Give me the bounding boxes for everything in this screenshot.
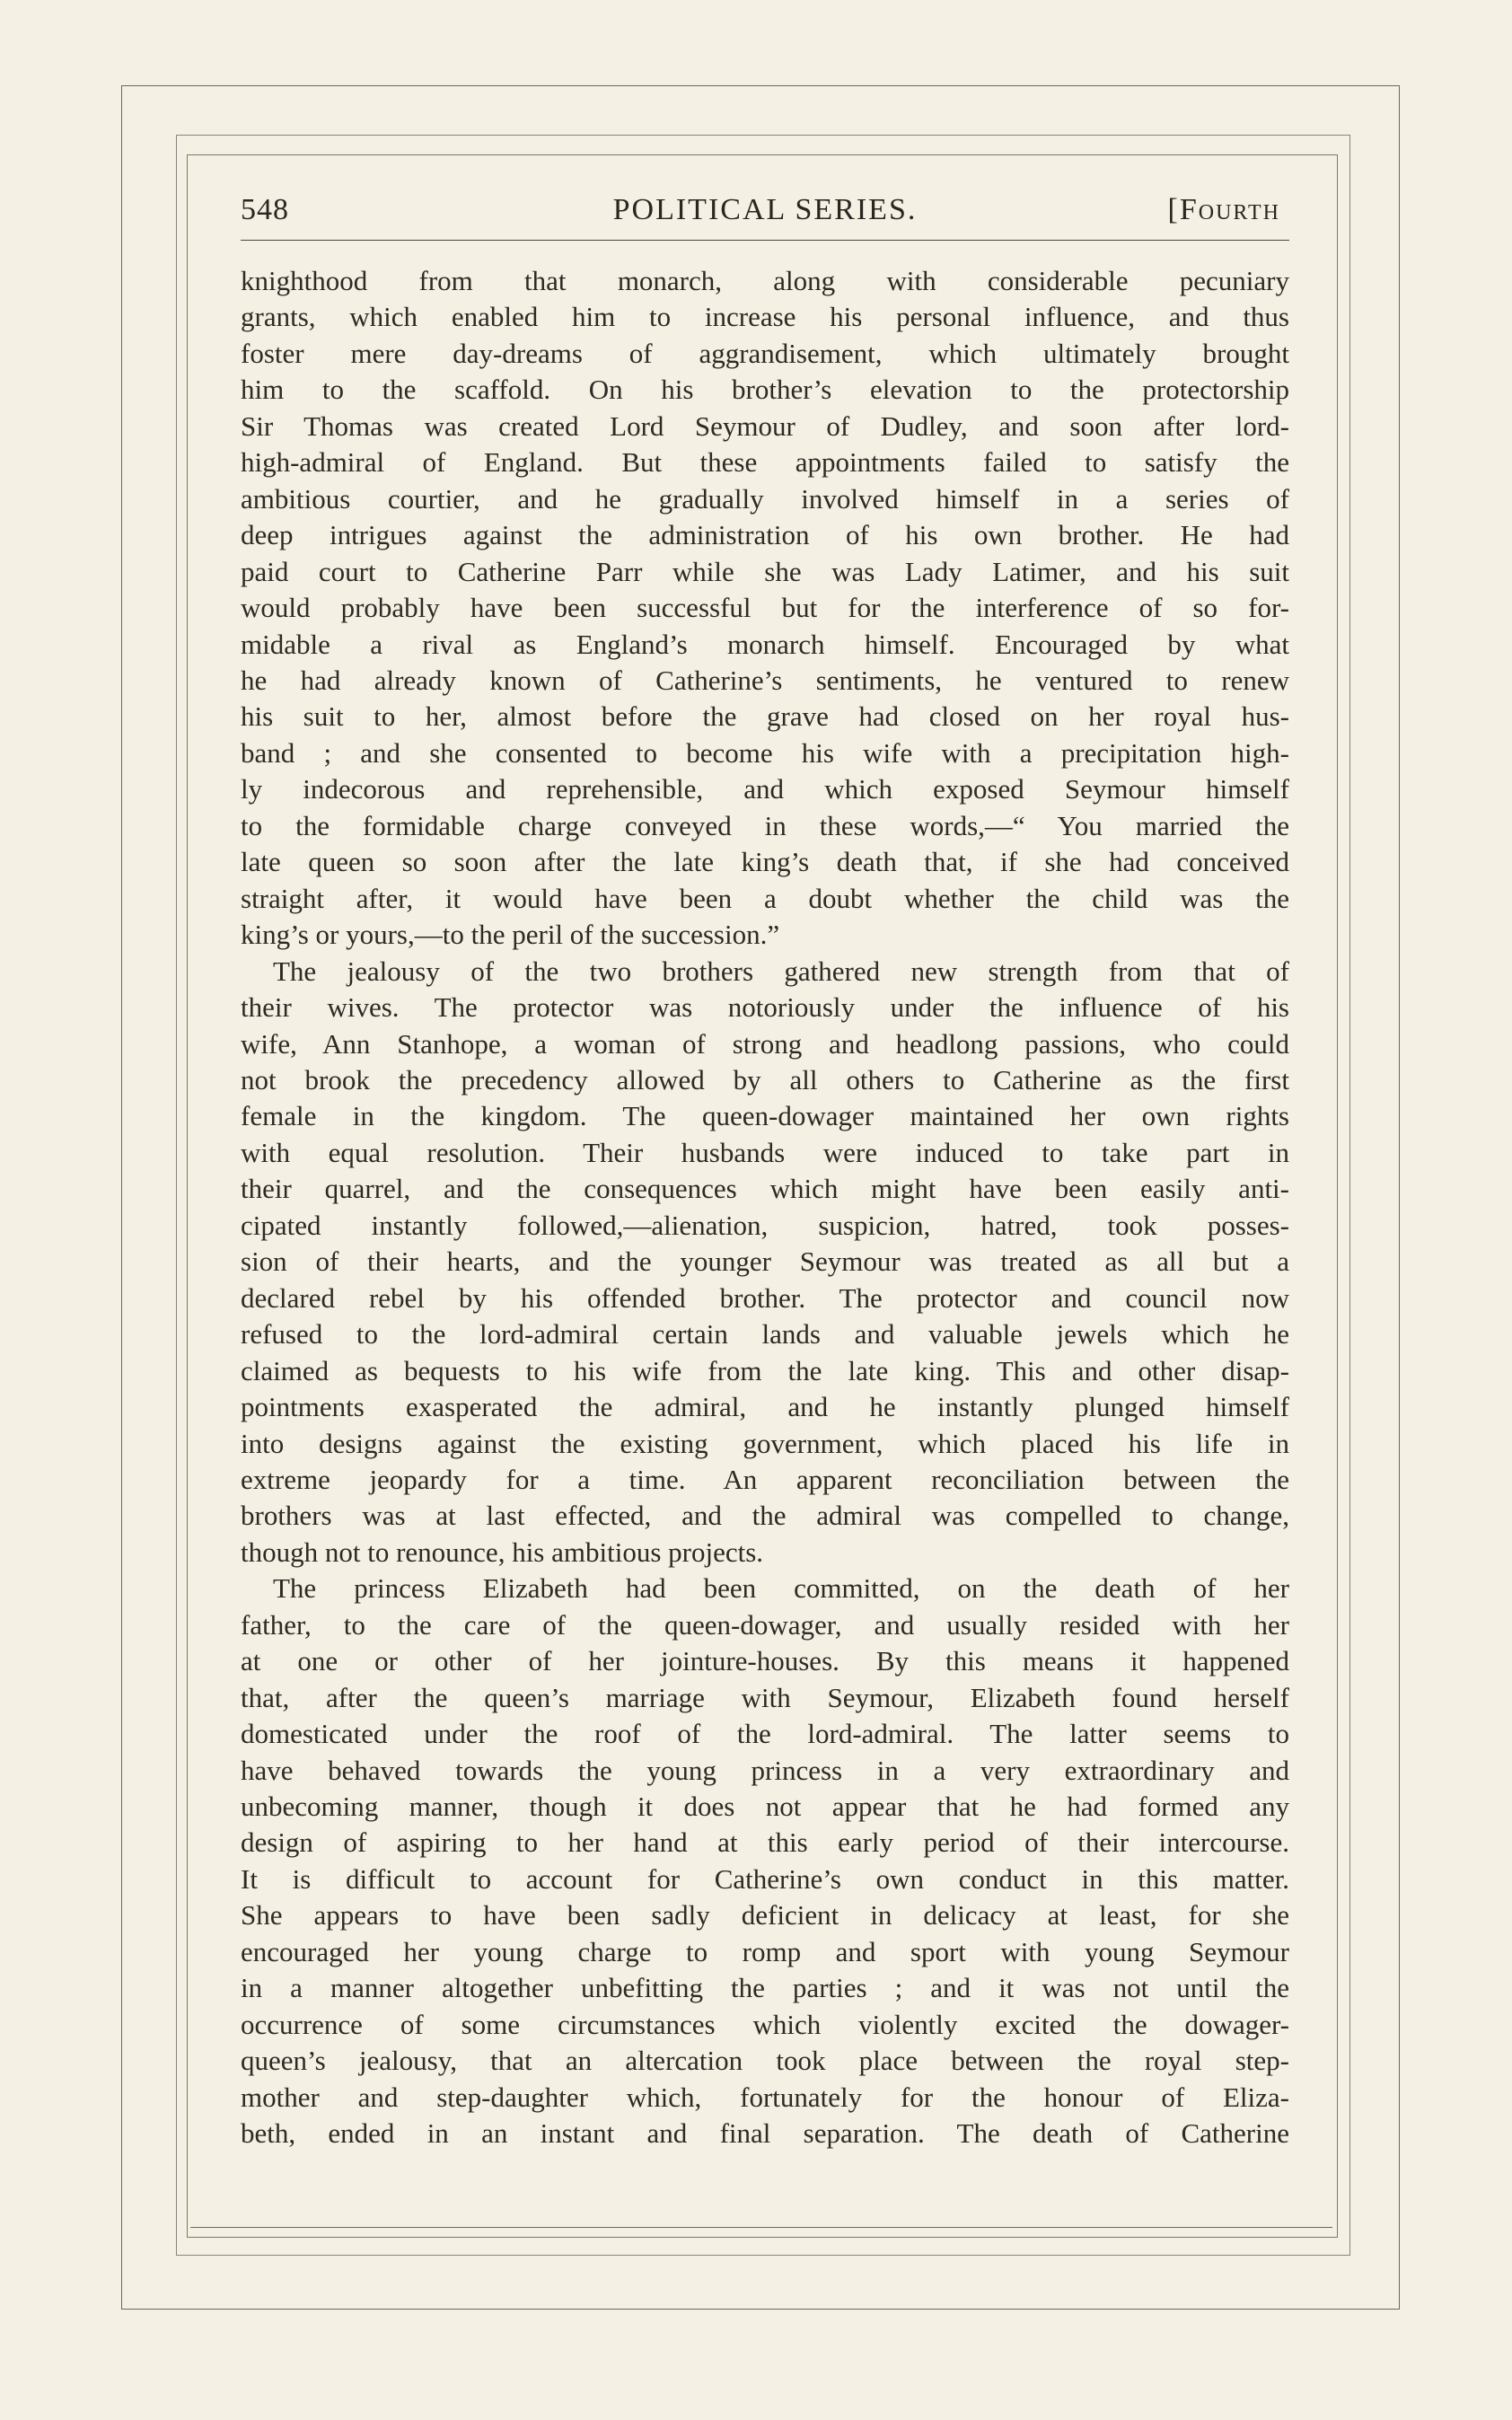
text-line: would probably have been successful but for the interference of so for- bbox=[241, 592, 1289, 624]
body-text bbox=[241, 263, 1289, 2152]
text-line: with equal resolution. Their husbands were induced to take part in bbox=[241, 1136, 1289, 1168]
text-line: mother and step-daughter which, fortunately for the honour of Eliza- bbox=[241, 2081, 1289, 2113]
text-line: not brook the precedency allowed by all others to Catherine as the first bbox=[241, 1063, 1289, 1096]
text-line: Sir Thomas was created Lord Seymour of Dudley, and soon after lord- bbox=[241, 409, 1289, 442]
text-line: female in the kingdom. The queen-dowager maintained her own rights bbox=[241, 1100, 1289, 1132]
page-border-bottom-rule bbox=[190, 2227, 1332, 2228]
text-line: encouraged her young charge to romp and sport with young Seymour bbox=[241, 1935, 1289, 1967]
text-line: at one or other of her jointure-houses. By this means it happened bbox=[241, 1645, 1289, 1677]
text-line: occurrence of some circumstances which violently excited the dowager- bbox=[241, 2008, 1289, 2040]
text-line: sion of their hearts, and the younger Seymour was treated as all but a bbox=[241, 1245, 1289, 1278]
text-line: ambitious courtier, and he gradually involved himself in a series of bbox=[241, 482, 1289, 515]
text-line: unbecoming manner, though it does not appear that he had formed any bbox=[241, 1791, 1289, 1823]
text-line: She appears to have been sadly deficient in delicacy at least, for she bbox=[241, 1899, 1289, 1932]
text-line: him to the scaffold. On his brother’s elevation to the protectorship bbox=[241, 374, 1289, 406]
text-line: The jealousy of the two brothers gathered new strength from that of bbox=[273, 955, 1289, 987]
text-line: have behaved towards the young princess in a very extraordinary and bbox=[241, 1754, 1289, 1786]
text-line: in a manner altogether unbefitting the parties ; and it was not until the bbox=[241, 1972, 1289, 2004]
text-line: The princess Elizabeth had been committed, on the death of her bbox=[273, 1572, 1289, 1605]
text-line: refused to the lord-admiral certain lands and valuable jewels which he bbox=[241, 1318, 1289, 1351]
text-line: king’s or yours,—to the peril of the succession.” bbox=[241, 919, 780, 951]
text-line: ly indecorous and reprehensible, and which exposed Seymour himself bbox=[241, 773, 1289, 805]
text-line: to the formidable charge conveyed in these words,—“ You married the bbox=[241, 809, 1289, 841]
section-label: [Fourth bbox=[1167, 193, 1280, 226]
text-line: It is difficult to account for Catherine’s own conduct in this matter. bbox=[241, 1862, 1289, 1895]
running-head bbox=[241, 184, 1289, 234]
text-line: that, after the queen’s marriage with Seymour, Elizabeth found herself bbox=[241, 1681, 1289, 1713]
header-rule bbox=[241, 240, 1289, 241]
text-line: wife, Ann Stanhope, a woman of strong and headlong passions, who could bbox=[241, 1027, 1289, 1060]
text-line: straight after, it would have been a doubt whether the child was the bbox=[241, 882, 1289, 914]
text-line: cipated instantly followed,—alienation, suspicion, hatred, took posses- bbox=[241, 1209, 1289, 1241]
text-line: queen’s jealousy, that an altercation took place between the royal step- bbox=[241, 2045, 1289, 2077]
text-line: late queen so soon after the late king’s death that, if she had conceived bbox=[241, 846, 1289, 878]
text-line: pointments exasperated the admiral, and he instantly plunged himself bbox=[241, 1391, 1289, 1423]
book-page bbox=[241, 184, 1289, 2196]
text-line: though not to renounce, his ambitious projects. bbox=[241, 1536, 764, 1568]
text-line: deep intrigues against the administration of his own brother. He had bbox=[241, 519, 1289, 551]
text-line: domesticated under the roof of the lord-admiral. The latter seems to bbox=[241, 1718, 1289, 1750]
text-line: father, to the care of the queen-dowager, and usually resided with her bbox=[241, 1608, 1289, 1641]
text-line: extreme jeopardy for a time. An apparent reconciliation between the bbox=[241, 1463, 1289, 1495]
text-line: he had already known of Catherine’s sentiments, he ventured to renew bbox=[241, 664, 1289, 696]
text-line: design of aspiring to her hand at this early period of their intercourse. bbox=[241, 1826, 1289, 1859]
text-line: their wives. The protector was notoriously under the influence of his bbox=[241, 991, 1289, 1024]
text-line: paid court to Catherine Parr while she was Lady Latimer, and his suit bbox=[241, 555, 1289, 587]
text-line: into designs against the existing government, which placed his life in bbox=[241, 1427, 1289, 1459]
text-line: beth, ended in an instant and final separation. The death of Catherine bbox=[241, 2117, 1289, 2150]
text-line: their quarrel, and the consequences which might have been easily anti- bbox=[241, 1173, 1289, 1205]
text-line: high-admiral of England. But these appointments failed to satisfy the bbox=[241, 446, 1289, 479]
text-line: brothers was at last effected, and the admiral was compelled to change, bbox=[241, 1500, 1289, 1532]
page-number: 548 bbox=[241, 193, 289, 226]
text-line: foster mere day-dreams of aggrandisement, which ultimately brought bbox=[241, 337, 1289, 369]
text-line: midable a rival as England’s monarch himself. Encouraged by what bbox=[241, 628, 1289, 660]
text-line: claimed as bequests to his wife from the late king. This and other disap- bbox=[241, 1354, 1289, 1386]
text-line: his suit to her, almost before the grave had closed on her royal hus- bbox=[241, 700, 1289, 733]
text-line: knighthood from that monarch, along with considerable pecuniary bbox=[241, 265, 1289, 296]
text-line: band ; and she consented to become his wife with a precipitation high- bbox=[241, 736, 1289, 769]
text-line: declared rebel by his offended brother. The protector and council now bbox=[241, 1281, 1289, 1314]
series-title: POLITICAL SERIES. bbox=[612, 193, 918, 226]
text-line: grants, which enabled him to increase his personal influence, and thus bbox=[241, 301, 1289, 333]
